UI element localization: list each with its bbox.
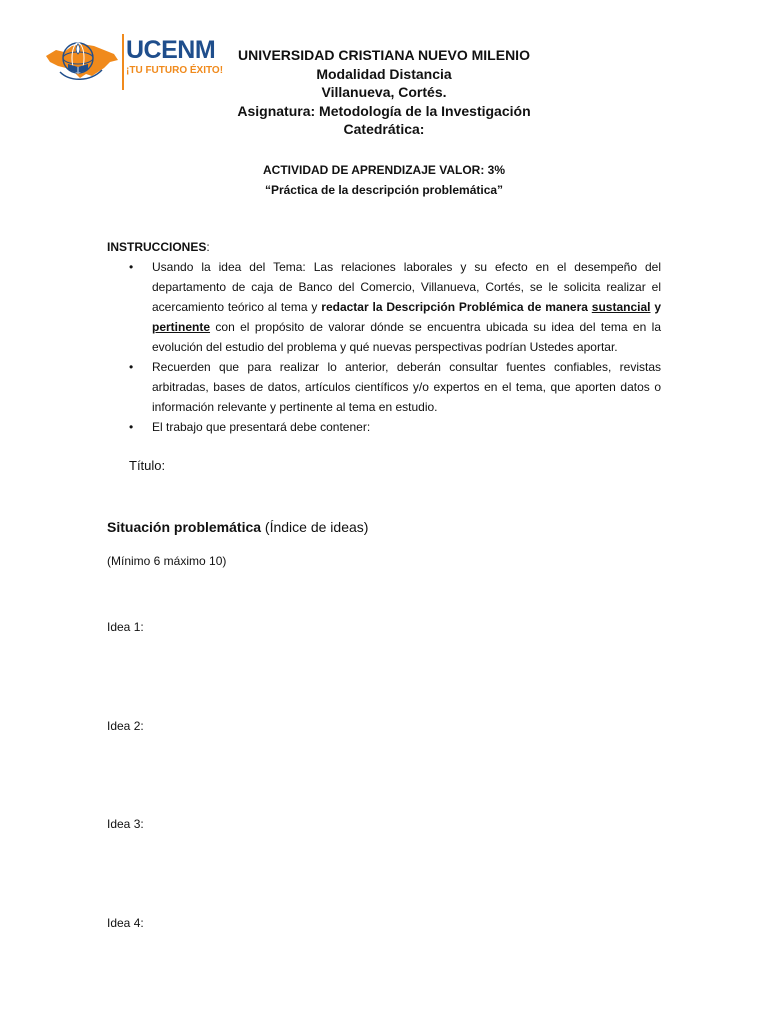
logo-slogan: ¡TU FUTURO ÉXITO!: [126, 65, 224, 76]
ucenm-logo: [42, 32, 224, 90]
idea-label: Idea 3:: [107, 817, 144, 831]
professor-label: Catedrática:: [343, 121, 425, 137]
instructions-label: INSTRUCCIONES: [107, 240, 207, 254]
subject: Asignatura: Metodología de la Investigación: [237, 102, 531, 119]
instructions-colon: :: [206, 240, 210, 254]
activity-value: ACTIVIDAD DE APRENDIZAJE VALOR: 3%: [262, 163, 506, 177]
bullet1-bold-b: y: [650, 300, 661, 314]
minimo-note: (Mínimo 6 máximo 10): [107, 554, 227, 568]
bullet1-bold-a: redactar la Descripción Problémica de manera: [321, 300, 592, 314]
bullet1-underlined-a: sustancial: [591, 300, 651, 314]
instructions-list: [107, 257, 661, 437]
list-item: [107, 257, 661, 357]
idea-label: Idea 4:: [107, 916, 144, 930]
list-item: [107, 417, 661, 437]
university-name: UNIVERSIDAD CRISTIANA NUEVO MILENIO: [238, 47, 530, 63]
titulo-label: Título:: [129, 458, 166, 473]
situacion-heading: [107, 517, 368, 537]
honduras-map-emblem-icon: [42, 32, 122, 90]
bullet-icon: •: [129, 260, 134, 274]
bullet-text: El trabajo que presentará debe contener:: [152, 420, 371, 434]
instructions-heading: [107, 238, 210, 256]
bullet-text: Recuerden que para realizar lo anterior, deberán consultar fuentes confiables, revistas arbitradas, bases de datos, artículos científicos y/o expertos en el tema, que aporten datos o información relevante y pertinente al tema en estudio.: [152, 360, 661, 414]
document-header: [200, 46, 568, 139]
logo-wordmark: UCENM: [126, 36, 216, 64]
bullet1-underlined-b: pertinente: [152, 320, 211, 334]
idea-label: Idea 2:: [107, 719, 144, 733]
bullet-text: [152, 257, 661, 357]
bullet1-text-a: Usando la idea del Tema: Las relaciones laborales y su efecto en el desempeño del departamento de caja de Banco del Comercio, Villanueva, Cortés, se le solicita realizar el acercamiento teórico al tema y: [152, 260, 661, 314]
bullet1-text-b: con el propósito de valorar dónde se encuentra ubicada su idea del tema en la evolución del estudio del problema y qué nuevas perspectivas podrían Ustedes aportar.: [152, 320, 661, 354]
logo-divider: [122, 34, 124, 90]
idea-label: Idea 1:: [107, 620, 144, 634]
activity-title: “Práctica de la descripción problemática”: [264, 183, 504, 197]
situacion-title: Situación problemática: [107, 519, 262, 535]
activity-heading: [200, 160, 568, 200]
list-item: [107, 357, 661, 417]
location: Villanueva, Cortés.: [321, 84, 447, 100]
situacion-subtitle: (Índice de ideas): [261, 519, 369, 535]
bullet-icon: •: [129, 360, 134, 374]
modality: Modalidad Distancia: [316, 65, 452, 82]
bullet-icon: •: [129, 420, 134, 434]
